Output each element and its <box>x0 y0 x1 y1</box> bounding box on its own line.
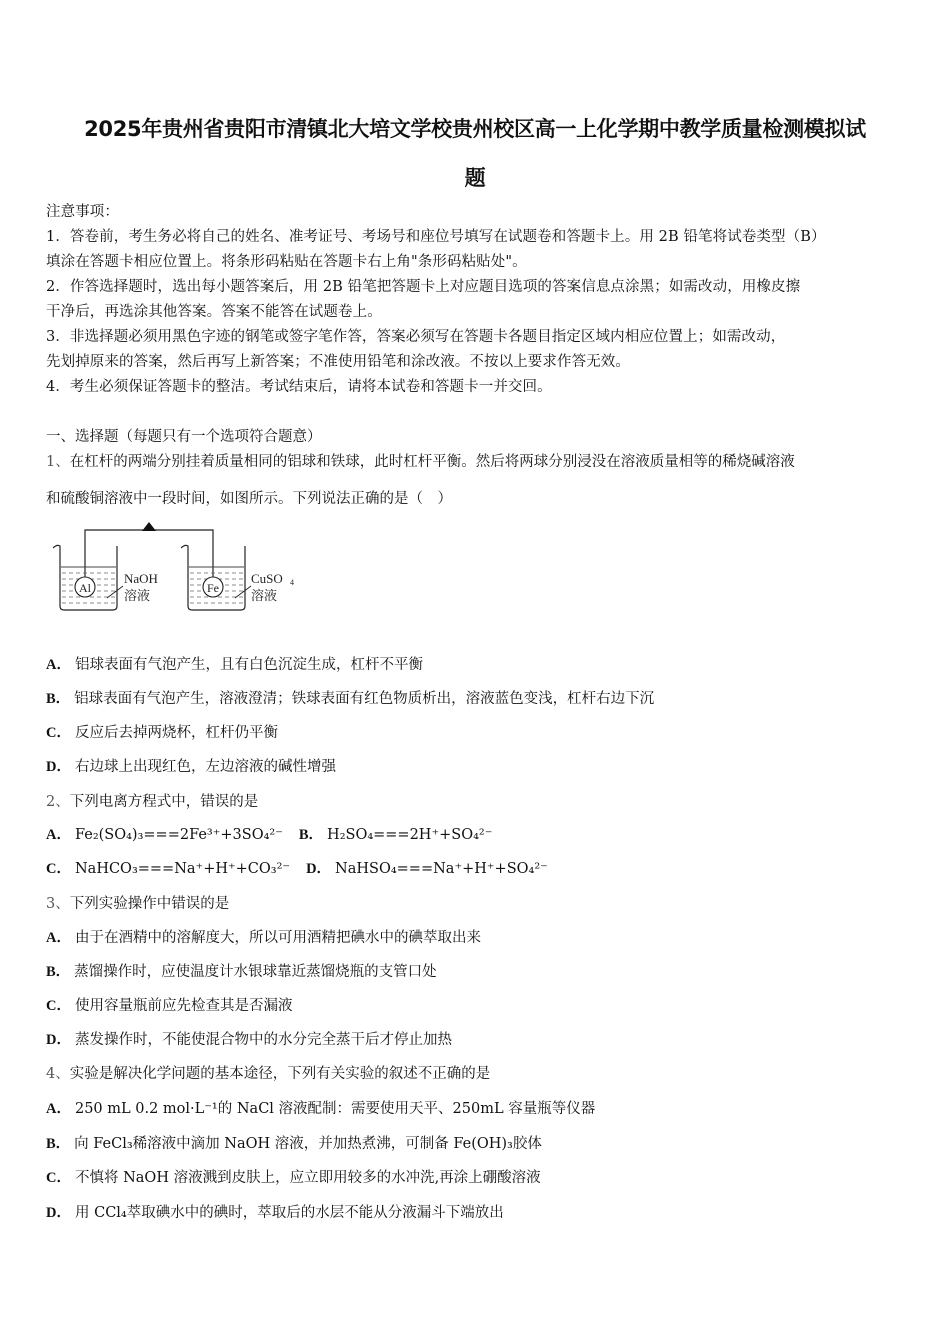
question-number: 4、 <box>46 1066 70 1082</box>
option-letter: B． <box>46 964 71 980</box>
option-text: H₂SO₄===2H⁺+SO₄²⁻ <box>327 827 493 843</box>
option-text: 蒸发操作时，不能使混合物中的水分完全蒸干后才停止加热 <box>74 1032 452 1048</box>
option-c <box>46 1169 541 1187</box>
note-line: 1．答卷前，考生务必将自己的姓名、准考证号、考场号和座位号填写在试题卷和答题卡上。用 2B 铅笔将试卷类型（B） <box>46 229 826 245</box>
option-text: 使用容量瓶前应先检查其是否漏液 <box>74 998 293 1014</box>
option-letter: D． <box>46 1032 71 1048</box>
notes-heading: 注意事项： <box>46 204 119 220</box>
option-a <box>46 1100 595 1118</box>
option-text: 反应后去掉两烧杯，杠杆仍平衡 <box>74 725 278 741</box>
question-stem <box>46 453 795 471</box>
option-text: 由于在酒精中的溶解度大，所以可用酒精把碘水中的碘萃取出来 <box>74 930 481 946</box>
document-title: 2025年贵州省贵阳市清镇北大培文学校贵州校区高一上化学期中教学质量检测模拟试 <box>84 117 866 141</box>
note-line: 4．考生必须保证答题卡的整洁。考试结束后，请将本试卷和答题卡一并交回。 <box>46 379 552 395</box>
question-number: 3、 <box>46 896 70 912</box>
question-stem-text: 下列实验操作中错误的是 <box>69 896 230 912</box>
option-text: 铝球表面有气泡产生，且有白色沉淀生成，杠杆不平衡 <box>74 657 423 673</box>
cuso4-subscript: 4 <box>290 578 294 587</box>
option-letter: C． <box>46 1170 71 1186</box>
option-letter: B． <box>298 827 324 843</box>
option-c <box>46 997 292 1015</box>
question-stem <box>46 895 229 913</box>
note-line: 干净后，再选涂其他答案。答案不能答在试题卷上。 <box>46 304 382 320</box>
option-d <box>46 758 336 776</box>
question-stem <box>46 793 258 811</box>
option-letter: A． <box>46 657 71 673</box>
option-text: 不慎将 NaOH 溶液溅到皮肤上，应立即用较多的水冲洗,再涂上硼酸溶液 <box>74 1170 541 1186</box>
option-text: 右边球上出现红色，左边溶液的碱性增强 <box>74 759 336 775</box>
naoh-label: NaOH <box>124 571 158 586</box>
question-stem <box>46 1065 490 1083</box>
question-stem-text: 实验是解决化学问题的基本途径，下列有关实验的叙述不正确的是 <box>69 1066 491 1082</box>
option-letter: B． <box>46 691 71 707</box>
question-number: 1、 <box>46 454 70 470</box>
option-text: NaHCO₃===Na⁺+H⁺+CO₃²⁻ <box>74 861 291 877</box>
option-b <box>46 963 437 981</box>
options-row-cd <box>46 860 548 878</box>
option-letter: C． <box>46 725 71 741</box>
option-text: NaHSO₄===Na⁺+H⁺+SO₄²⁻ <box>335 861 548 877</box>
option-text: 铝球表面有气泡产生，溶液澄清；铁球表面有红色物质析出，溶液蓝色变浅，杠杆右边下沉 <box>74 691 655 707</box>
note-line: 3．非选择题必须用黑色字迹的钢笔或签字笔作答，答案必须写在答题卡各题目指定区域内相应位置上；如需改动， <box>46 329 786 345</box>
note-line: 先划掉原来的答案，然后再写上新答案；不准使用铅笔和涂改液。不按以上要求作答无效。 <box>46 354 630 370</box>
cuso4-label: CuSO <box>251 571 283 586</box>
option-letter: D． <box>46 1205 71 1221</box>
option-a <box>46 656 423 674</box>
option-letter: A． <box>46 827 71 843</box>
option-b <box>46 1135 542 1153</box>
question-stem-text: 下列电离方程式中，错误的是 <box>69 794 259 810</box>
option-text: 250 mL 0.2 mol·L⁻¹的 NaCl 溶液配制：需要使用天平、250mL 容量瓶等仪器 <box>74 1101 596 1117</box>
aluminum-ball-label: Al <box>79 581 91 595</box>
option-letter: A． <box>46 1101 71 1117</box>
iron-ball-label: Fe <box>207 581 219 595</box>
option-text: Fe₂(SO₄)₃===2Fe³⁺+3SO₄²⁻ <box>74 827 283 843</box>
option-d <box>46 1204 504 1222</box>
note-line: 填涂在答题卡相应位置上。将条形码粘贴在答题卡右上角"条形码粘贴处"。 <box>46 254 527 270</box>
option-text: 向 FeCl₃稀溶液中滴加 NaOH 溶液，并加热煮沸，可制备 Fe(OH)₃胶体 <box>74 1136 542 1152</box>
option-letter: A． <box>46 930 71 946</box>
option-a <box>46 929 481 947</box>
option-c <box>46 724 278 742</box>
option-text: 用 CCl₄萃取碘水中的碘时，萃取后的水层不能从分液漏斗下端放出 <box>74 1205 504 1221</box>
section-heading: 一、选择题（每题只有一个选项符合题意） <box>46 429 322 445</box>
question-number: 2、 <box>46 794 70 810</box>
option-letter: D． <box>306 861 332 877</box>
document-title-continued: 题 <box>464 166 486 190</box>
option-letter: B． <box>46 1136 71 1152</box>
options-row-ab <box>46 826 492 844</box>
option-letter: D． <box>46 759 71 775</box>
note-line: 2．作答选择题时，选出每小题答案后，用 2B 铅笔把答题卡上对应题目选项的答案信息点涂黑；如需改动，用橡皮擦 <box>46 279 801 295</box>
option-text: 蒸馏操作时，应使温度计水银球靠近蒸馏烧瓶的支管口处 <box>74 964 437 980</box>
question-stem-text: 在杠杆的两端分别挂着质量相同的铝球和铁球，此时杠杆平衡。然后将两球分别浸没在溶液质量相等的稀烧碱溶液 <box>69 454 795 470</box>
option-b <box>46 690 654 708</box>
lever-beaker-diagram <box>45 522 315 617</box>
question-stem-continued: 和硫酸铜溶液中一段时间，如图所示。下列说法正确的是（ ） <box>46 491 452 507</box>
naoh-solution-label: 溶液 <box>124 588 151 603</box>
option-letter: C． <box>46 998 71 1014</box>
option-letter: C． <box>46 861 71 877</box>
cuso4-solution-label: 溶液 <box>251 588 278 603</box>
option-d <box>46 1031 452 1049</box>
